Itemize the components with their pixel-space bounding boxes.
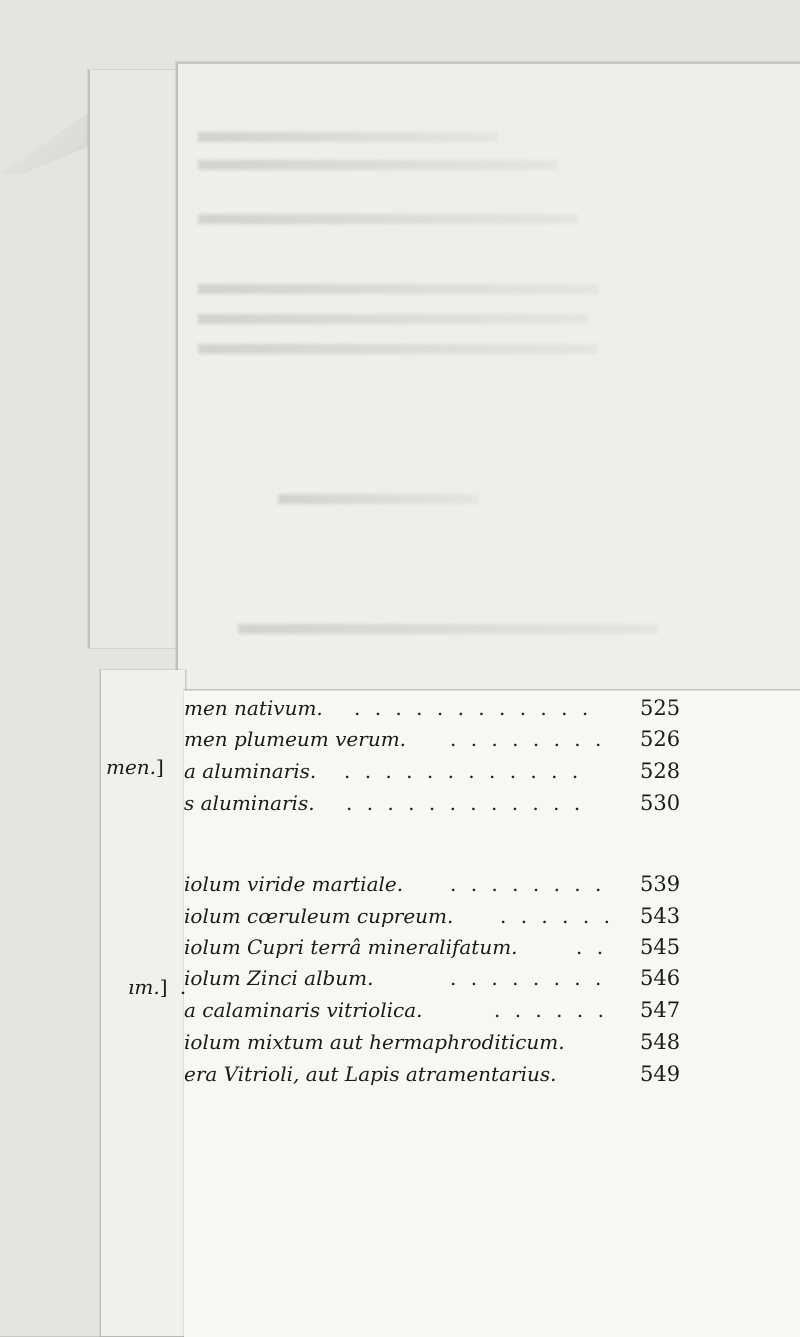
bleed-through-line (198, 132, 498, 142)
index-entry (184, 1062, 684, 1092)
index-entry (184, 791, 684, 821)
index-entry (184, 1030, 684, 1060)
entry-page: 543 (640, 904, 681, 928)
entry-leader: . . . . . . . . (450, 872, 606, 896)
entry-leader: . . . . . . (500, 904, 614, 928)
bleed-through-line (198, 160, 558, 170)
entry-title: iolum viride martiale. (184, 872, 404, 896)
index-entry (184, 904, 684, 934)
entry-title: s aluminaris. (184, 791, 315, 815)
index-entry (184, 696, 684, 726)
entry-leader: . . . . . . . . . . . . (354, 696, 593, 720)
entry-title: iolum cœruleum cupreum. (184, 904, 454, 928)
entry-page: 539 (640, 872, 681, 896)
entry-leader: . . . . . . . . (450, 727, 606, 751)
entry-page: 526 (640, 727, 681, 751)
margin-label-2: ım.] . (128, 975, 187, 999)
entry-page: 530 (640, 791, 681, 815)
overlay-page (176, 62, 800, 689)
entry-page: 547 (640, 998, 681, 1022)
index-entry (184, 759, 684, 789)
entry-page: 545 (640, 935, 681, 959)
entry-page: 528 (640, 759, 681, 783)
index-entry (184, 872, 684, 902)
entry-page: 548 (640, 1030, 681, 1054)
entry-leader: . . (576, 935, 608, 959)
index-entry (184, 998, 684, 1028)
bleed-through-line (198, 214, 578, 224)
entry-title: a calaminaris vitriolica. (184, 998, 423, 1022)
entry-page: 525 (640, 696, 681, 720)
bleed-through-line (198, 314, 588, 324)
bleed-through-line (198, 344, 598, 354)
entry-title: men nativum. (184, 696, 323, 720)
bleed-through-line (198, 284, 598, 294)
margin-label-1: men.] (106, 755, 164, 779)
entry-leader: . . . . . . (494, 998, 608, 1022)
entry-leader: . . . . . . . . . . . . (346, 791, 585, 815)
entry-title: a aluminaris. (184, 759, 317, 783)
entry-leader: . . . . . . . . . . . . (344, 759, 583, 783)
entry-page: 549 (640, 1062, 681, 1086)
index-entry (184, 935, 684, 965)
entry-title: men plumeum verum. (184, 727, 407, 751)
entry-title: iolum Zinci album. (184, 966, 374, 990)
entry-title: iolum Cupri terrâ mineralifatum. (184, 935, 518, 959)
index-entry (184, 966, 684, 996)
entry-leader: . . . . . . . . (450, 966, 606, 990)
overlay-page-edge (88, 70, 190, 648)
entry-title: era Vitrioli, aut Lapis atramentarius. (184, 1062, 557, 1086)
entry-title: iolum mixtum aut hermaphroditicum. (184, 1030, 565, 1054)
index-entry (184, 727, 684, 757)
bleed-through-line (278, 494, 478, 504)
bleed-through-line (238, 624, 658, 634)
entry-page: 546 (640, 966, 681, 990)
